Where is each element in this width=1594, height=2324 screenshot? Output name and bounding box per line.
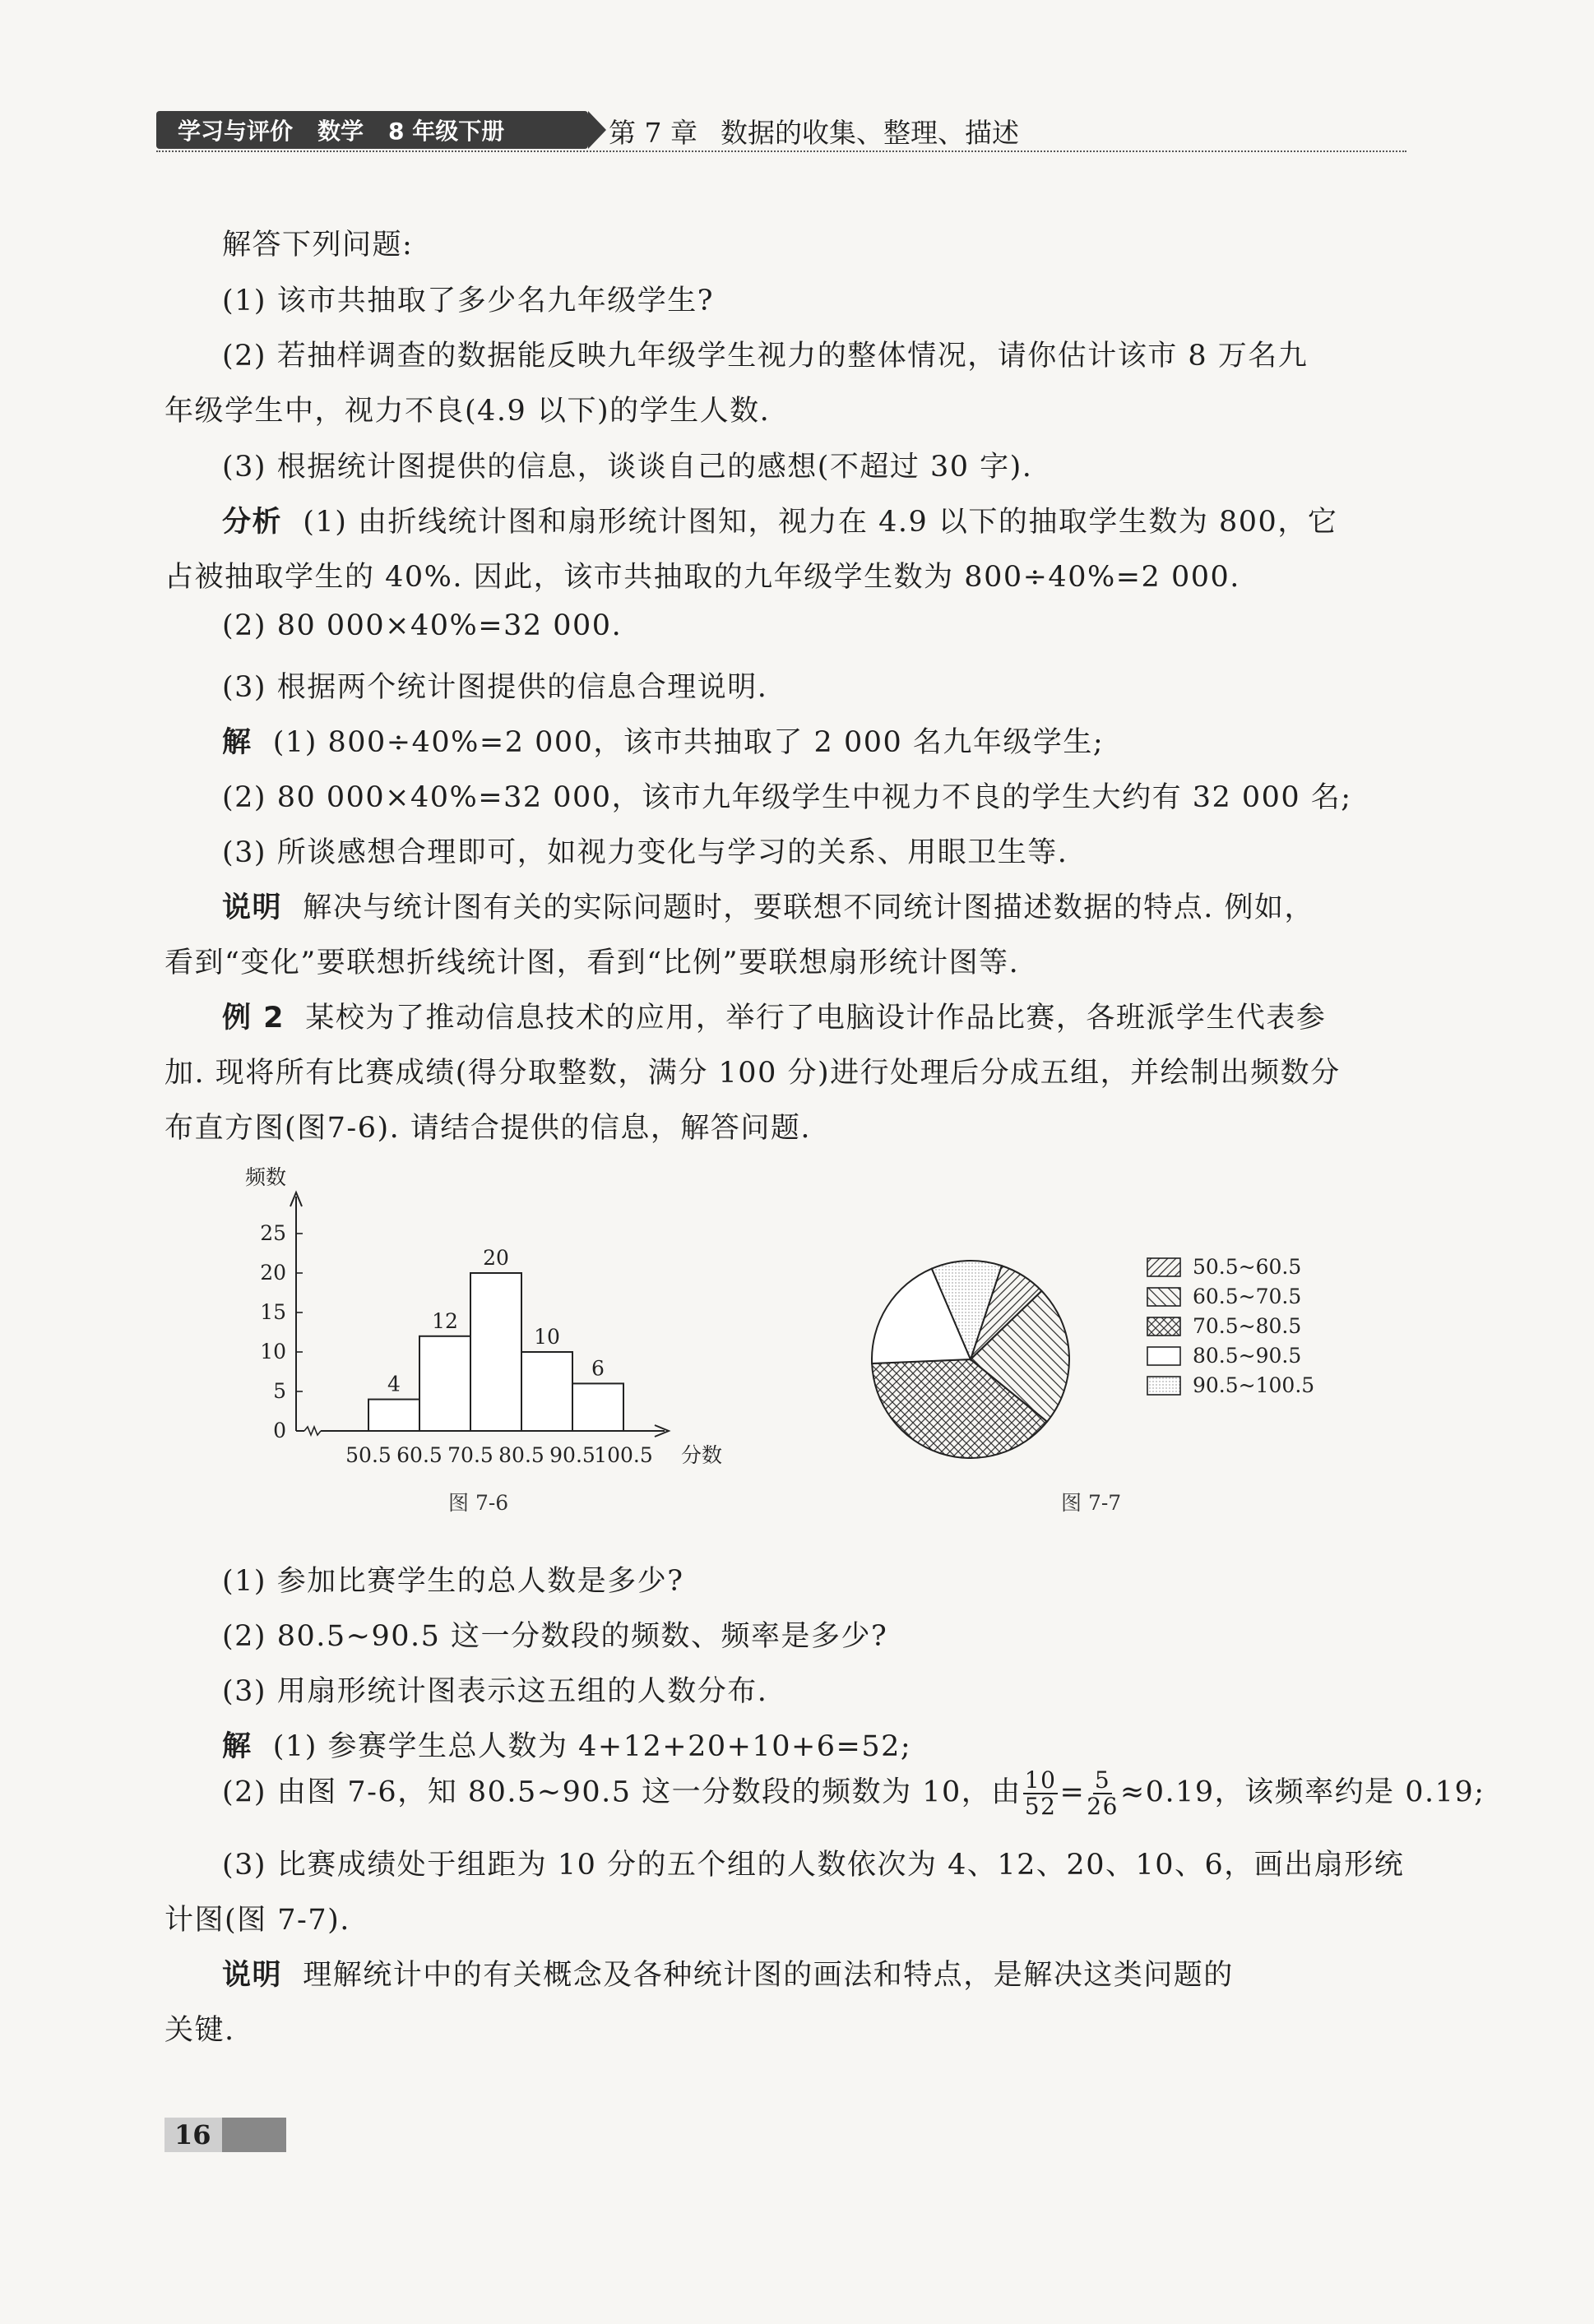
fraction: $\frac{5}{26}$ <box>1087 1766 1119 1820</box>
text-line: (3) 根据统计图提供的信息，谈谈自己的感想(不超过 30 字). <box>222 451 1033 484</box>
text-line: (3) 根据两个统计图提供的信息合理说明. <box>222 671 768 704</box>
y-tick-label: 10 <box>260 1340 286 1363</box>
text-line: 解 (1) 800÷40%=2 000，该市共抽取了 2 000 名九年级学生; <box>222 726 1105 759</box>
histogram-bar <box>470 1273 521 1431</box>
text-line: (3) 所谈感想合理即可，如视力变化与学习的关系、用眼卫生等. <box>222 836 1068 869</box>
x-tick-label: 50.5 <box>345 1443 392 1467</box>
histogram-bar <box>419 1336 470 1431</box>
solution-label: 解 <box>222 726 253 759</box>
fraction: $\frac{10}{52}$ <box>1024 1766 1057 1820</box>
text-line: 关键. <box>164 2014 235 2047</box>
chapter-title: 数据的收集、整理、描述 <box>720 117 1019 149</box>
legend-swatch <box>1147 1317 1180 1336</box>
text-line: (3) 比赛成绩处于组距为 10 分的五个组的人数依次为 4、12、20、10、6，画出扇形统 <box>222 1849 1405 1882</box>
bar-value-label: 12 <box>432 1308 458 1333</box>
bar-value-label: 6 <box>591 1356 605 1381</box>
text-line: (2) 由图 7-6，知 80.5~90.5 这一分数段的频数为 10，由 $\frac{10}{52}$ = $\frac{5}{26}$ ≈0.19，该频率约是 0.19; <box>222 1766 1485 1820</box>
analysis-label: 分析 <box>222 506 283 539</box>
text-line: (2) 80.5~90.5 这一分数段的频数、频率是多少? <box>222 1620 888 1653</box>
histogram-bar <box>572 1383 623 1431</box>
text-line: 布直方图(图7-6). 请结合提供的信息，解答问题. <box>164 1112 812 1145</box>
text-line: 计图(图 7-7). <box>164 1904 350 1937</box>
note-label: 说明 <box>222 891 283 924</box>
text-line: 例 2 某校为了推动信息技术的应用，举行了电脑设计作品比赛，各班派学生代表参 <box>222 1002 1327 1035</box>
y-tick-label: 0 <box>273 1419 286 1442</box>
legend-label: 50.5~60.5 <box>1193 1255 1302 1279</box>
x-tick-label: 80.5 <box>498 1443 544 1467</box>
text-line: 解 (1) 参赛学生总人数为 4+12+20+10+6=52; <box>222 1730 912 1763</box>
legend-swatch <box>1147 1377 1180 1395</box>
axis-break <box>304 1427 321 1435</box>
legend-swatch <box>1147 1258 1180 1276</box>
chapter-number: 第 7 章 <box>609 117 697 149</box>
note-label: 说明 <box>222 1959 283 1992</box>
page-number-box <box>164 2118 286 2152</box>
x-tick-label: 60.5 <box>396 1443 443 1467</box>
text-line: 占被抽取学生的 40%. 因此，该市共抽取的九年级学生数为 800÷40%=2 000. <box>164 561 1240 594</box>
x-tick-label: 90.5 <box>549 1443 595 1467</box>
header-divider <box>156 150 1406 152</box>
x-axis-label: 分数 <box>681 1443 723 1467</box>
x-tick-label: 100.5 <box>594 1443 653 1467</box>
y-axis-label: 频数 <box>244 1165 286 1189</box>
text-line: (1) 该市共抽取了多少名九年级学生? <box>222 285 714 317</box>
text-line: 说明 理解统计中的有关概念及各种统计图的画法和特点，是解决这类问题的 <box>222 1959 1234 1992</box>
histogram-bar <box>368 1400 419 1431</box>
text-line: (2) 80 000×40%=32 000. <box>222 609 623 642</box>
histogram-chart <box>214 1160 773 1488</box>
text-line: (2) 80 000×40%=32 000，该市九年级学生中视力不良的学生大约有 32 000 名; <box>222 781 1352 814</box>
solution-label: 解 <box>222 1730 253 1763</box>
bar-value-label: 4 <box>387 1372 401 1396</box>
text-line: (3) 用扇形统计图表示这五组的人数分布. <box>222 1675 768 1708</box>
text-line: (1) 参加比赛学生的总人数是多少? <box>222 1565 684 1598</box>
bar-value-label: 20 <box>483 1246 509 1270</box>
book-title: 学习与评价 <box>178 118 294 145</box>
text-line: 说明 解决与统计图有关的实际问题时，要联想不同统计图描述数据的特点. 例如， <box>222 891 1315 924</box>
figure-caption: 图 7-6 <box>448 1491 509 1515</box>
book-subject: 数学 <box>317 118 364 145</box>
text-line: 看到“变化”要联想折线统计图，看到“比例”要联想扇形统计图等. <box>164 947 1020 979</box>
book-grade: 8 年级下册 <box>388 118 505 145</box>
legend-label: 90.5~100.5 <box>1193 1373 1315 1397</box>
header-arrow <box>588 111 606 149</box>
figure-caption: 图 7-7 <box>1061 1491 1122 1515</box>
legend-label: 60.5~70.5 <box>1193 1285 1302 1308</box>
text-line: (2) 若抽样调查的数据能反映九年级学生视力的整体情况，请你估计该市 8 万名九 <box>222 340 1309 373</box>
y-tick-label: 5 <box>273 1379 286 1403</box>
text-line: 解答下列问题: <box>222 229 414 262</box>
histogram-bar <box>521 1352 572 1431</box>
legend-swatch <box>1147 1288 1180 1306</box>
y-tick-label: 15 <box>260 1300 286 1324</box>
chapter-header <box>609 112 1019 150</box>
text-line: 年级学生中，视力不良(4.9 以下)的学生人数. <box>164 395 771 428</box>
page-number: 16 <box>174 2119 211 2150</box>
text-line: 加. 现将所有比赛成绩(得分取整数，满分 100 分)进行处理后分成五组，并绘制出频数分 <box>164 1057 1341 1090</box>
bar-value-label: 10 <box>534 1325 560 1349</box>
x-tick-label: 70.5 <box>447 1443 493 1467</box>
text-line: 分析 (1) 由折线统计图和扇形统计图知，视力在 4.9 以下的抽取学生数为 800，它 <box>222 506 1338 539</box>
book-header <box>156 111 588 149</box>
legend-label: 70.5~80.5 <box>1193 1314 1302 1338</box>
example-label: 例 2 <box>222 1002 285 1035</box>
legend-swatch <box>1147 1347 1180 1365</box>
y-tick-label: 20 <box>260 1261 286 1285</box>
y-tick-label: 25 <box>260 1221 286 1245</box>
pie-chart <box>855 1242 1349 1480</box>
legend-label: 80.5~90.5 <box>1193 1344 1302 1368</box>
